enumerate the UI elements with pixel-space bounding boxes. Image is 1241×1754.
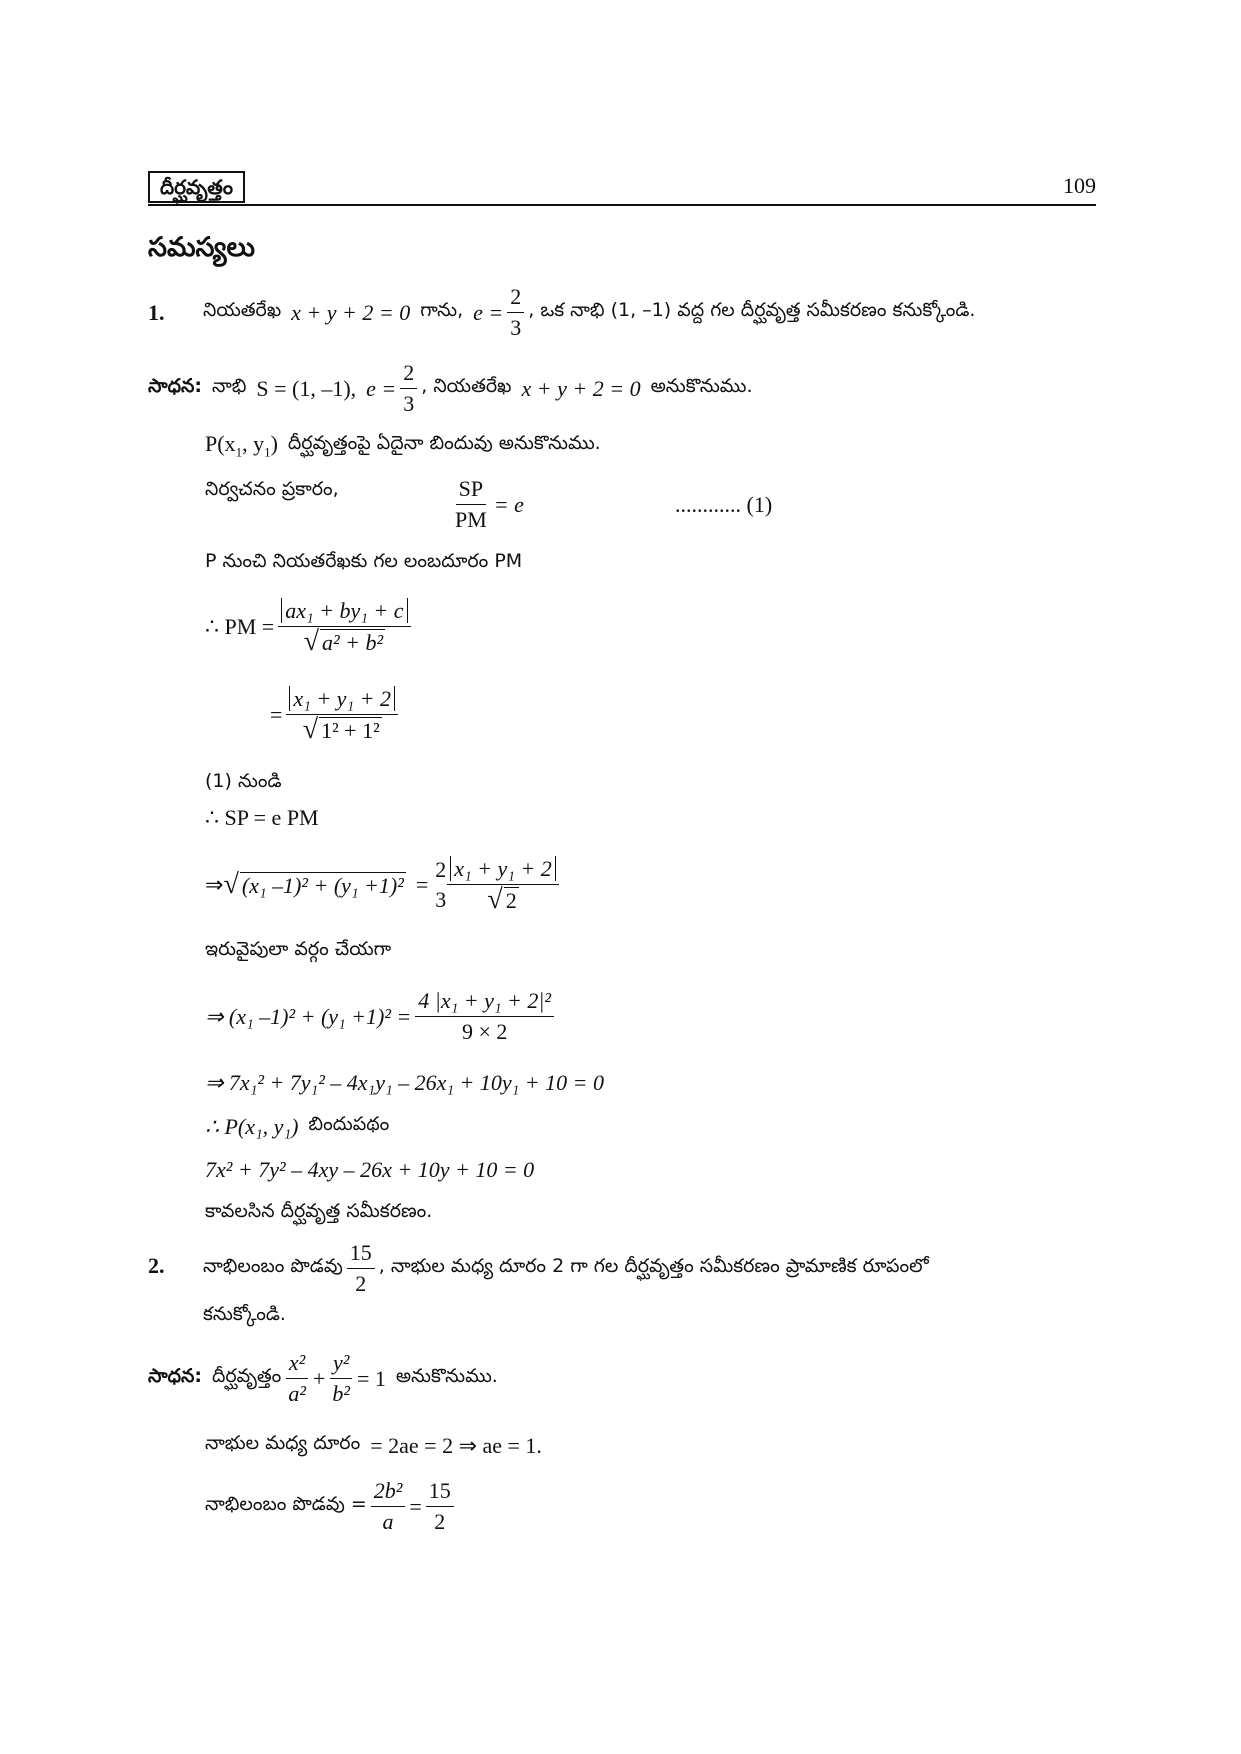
- solution-1-eq-ref: [675, 492, 772, 518]
- solution-1-pm-substituted: [270, 686, 402, 744]
- s1-eq4-fraction: [415, 988, 554, 1045]
- solution-1-expanded-eq: [205, 1070, 604, 1096]
- s1-final-text: కావలసిన దీర్ఘవృత్త సమీకరణం.: [205, 1200, 433, 1222]
- solution-1-pm-formula: [205, 598, 415, 656]
- s1-pm2-lhs: =: [270, 702, 283, 727]
- s1-e-num: 2: [400, 360, 417, 389]
- s1-point-text: దీర్ఘవృత్తంపై ఏదైనా బిందువు అనుకొనుము.: [287, 432, 601, 455]
- solution-1-sp-eq: [205, 805, 319, 831]
- s1-pm-den-wrap: √ a² + b²: [303, 626, 384, 657]
- q1-directrix-eq: x + y + 2 = 0: [291, 299, 411, 325]
- solution-1-definition: [205, 478, 339, 505]
- s1-dir-text-2: అనుకొనుము.: [650, 375, 753, 397]
- q1-text-c: , ఒక నాభి (1, –1) వద్ద గల దీర్ఘవృత్త సమీకరణం కనుక్కోండి.: [528, 299, 976, 321]
- s1-def-num: SP: [456, 476, 486, 505]
- s2-lr-fraction-1: [371, 1478, 406, 1535]
- s1-eq3-rad: (x₁ –1)² + (y₁ +1)²: [241, 872, 404, 898]
- s1-eq4-num: 4 |x₁ + y₁ + 2|²: [415, 988, 554, 1017]
- s1-eq3-den-wrap: √ 2: [487, 884, 517, 915]
- s1-pm-num-wrap: [278, 598, 410, 627]
- s1-def-den: PM: [455, 507, 487, 532]
- s1-pm2-den: 1² + 1²: [321, 718, 380, 743]
- solution-label: సాధన:: [148, 375, 202, 397]
- question-2-line-1: [203, 1240, 929, 1297]
- s2-lr-den: a: [382, 1509, 394, 1534]
- q2-text-b: , నాభుల మధ్య దూరం 2 గా గల దీర్ఘవృత్తం సమీకరణం ప్రామాణిక రూపంలో: [378, 1255, 929, 1277]
- q1-e-num: 2: [507, 284, 524, 313]
- solution-1-squared-eq: [205, 988, 558, 1045]
- s1-focus-eq: S = (1, –1),: [256, 375, 357, 401]
- s1-pm-num: ax₁ + by₁ + c: [281, 598, 407, 623]
- question-1-text: [203, 284, 975, 341]
- s1-eq3-lhs: ⇒: [205, 872, 224, 897]
- s1-eq4-lhs: ⇒ (x₁ –1)² + (y₁ +1)² =: [205, 1003, 412, 1029]
- q2-lr-fraction: [347, 1240, 375, 1297]
- s1-eq3-eq: =: [415, 872, 429, 897]
- s2-x-fraction: [285, 1350, 309, 1407]
- solution-1-line-1: [148, 360, 753, 417]
- s2-x-num: x²: [286, 1350, 308, 1379]
- s1-eq5: ⇒ 7x₁² + 7y₁² – 4x₁y₁ – 26x₁ + 10y₁ + 10 = 0: [205, 1070, 604, 1095]
- s1-eq3-c-den: 3: [435, 887, 447, 912]
- s1-point-c: ): [270, 431, 278, 456]
- q2-lr-den: 2: [355, 1271, 367, 1296]
- chapter-title: దీర్ఘవృత్తం: [148, 171, 245, 203]
- s1-eq3-fraction: [447, 856, 559, 914]
- q1-text-a: నియతరేఖ: [203, 299, 282, 321]
- s1-point: $P(x_1$, $y_1$): [205, 431, 278, 460]
- s2-y-num: y²: [330, 1350, 352, 1379]
- solution-1-perp-line: [205, 550, 522, 577]
- page-number: 109: [1063, 173, 1096, 198]
- s1-eq6: 7x² + 7y² – 4xy – 26x + 10y + 10 = 0: [205, 1157, 535, 1182]
- s1-eq3-den: 2: [505, 888, 517, 913]
- s2-lr-fraction-2: [426, 1478, 454, 1535]
- solution-1-final-eq: [205, 1157, 534, 1183]
- s1-def-rhs: = e: [493, 491, 524, 517]
- page-header: [148, 171, 1096, 206]
- s1-eq3-c-num: 2: [435, 857, 447, 882]
- s1-locus-point: ∴ P(x₁, y₁): [205, 1113, 299, 1139]
- s1-def-ref: ............ (1): [675, 492, 773, 517]
- s1-pm2-den-wrap: √ 1² + 1²: [302, 714, 380, 745]
- solution-1-from-1: [205, 770, 282, 797]
- s1-pm-fraction: [278, 598, 410, 656]
- s1-e-lhs: e =: [366, 375, 397, 401]
- s2-y-den: b²: [332, 1381, 350, 1406]
- s1-from1: (1) నుండి: [205, 770, 282, 792]
- solution-1-locus-line: [205, 1113, 389, 1140]
- solution-2-latus-rectum: [205, 1478, 458, 1535]
- s1-dir-text: , నియతరేఖ: [421, 375, 512, 397]
- solution-2-focal-distance: [205, 1432, 542, 1459]
- sqrt-symbol: √: [223, 869, 239, 900]
- s1-pm2-num-wrap: [286, 686, 398, 715]
- s1-pm2-fraction: [286, 686, 398, 744]
- s2-ell-text-2: అనుకొనుము.: [395, 1365, 498, 1387]
- s1-def-fraction: [452, 476, 490, 533]
- s2-x-den: a²: [288, 1381, 306, 1406]
- s2-lr-den2: 2: [434, 1509, 446, 1534]
- s2-lr-text: నాభిలంబం పొడవు =: [205, 1493, 367, 1515]
- solution-1-distance-eq: [205, 856, 563, 914]
- s2-eq-one: = 1: [356, 1365, 386, 1391]
- s1-eq3-num-wrap: [447, 856, 559, 885]
- s1-point-b: , y: [242, 431, 265, 456]
- s1-def-text: నిర్వచనం ప్రకారం,: [205, 478, 339, 500]
- solution-2-label: సాధన:: [148, 1365, 202, 1387]
- q2-text-a: నాభిలంబం పొడవు: [203, 1255, 343, 1277]
- q1-e-den: 3: [510, 315, 522, 340]
- solution-1-definition-eq: [448, 476, 524, 533]
- s1-point-a: P(x: [205, 431, 236, 456]
- question-number-2: 2.: [148, 1253, 165, 1278]
- s1-dir-eq: x + y + 2 = 0: [521, 375, 641, 401]
- s2-lr-eq: =: [409, 1493, 422, 1519]
- solution-1-final-text: [205, 1200, 432, 1227]
- s2-dist-text: నాభుల మధ్య దూరం: [205, 1432, 361, 1454]
- s1-e-fraction: [400, 360, 417, 417]
- s1-eq3-num: x₁ + y₁ + 2: [450, 856, 556, 881]
- s1-eq4-den: 9 × 2: [461, 1019, 508, 1044]
- q1-e-lhs: e =: [473, 299, 504, 325]
- solution-2-line-1: [148, 1350, 498, 1407]
- s1-pm-den: a² + b²: [322, 630, 384, 655]
- s1-perp-text: P నుంచి నియతరేఖకు గల లంబదూరం PM: [205, 550, 523, 572]
- q1-e-fraction: [507, 284, 524, 341]
- s1-focus-text: నాభి: [211, 375, 247, 397]
- s1-pm2-num: x₁ + y₁ + 2: [289, 686, 395, 711]
- section-title: సమస్యలు: [148, 232, 256, 263]
- solution-1-square-text: [205, 938, 391, 965]
- s2-y-fraction: [329, 1350, 353, 1407]
- s1-sp-eq: ∴ SP = e PM: [205, 805, 319, 830]
- s2-ell-text: దీర్ఘవృత్తం: [211, 1365, 282, 1387]
- q1-text-b: గాను,: [420, 299, 464, 321]
- s1-square-text: ఇరువైపులా వర్గం చేయగా: [205, 938, 392, 960]
- s2-lr-num2: 15: [426, 1478, 454, 1507]
- question-2-line-2: [203, 1303, 286, 1330]
- s2-lr-num: 2b²: [371, 1478, 406, 1507]
- s2-plus: +: [312, 1365, 326, 1391]
- q2-text-c: కనుక్కోండి.: [203, 1303, 286, 1325]
- s2-dist-eq: = 2ae = 2 ⇒ ae = 1.: [370, 1432, 542, 1458]
- s1-locus-text: బిందుపథం: [308, 1113, 390, 1135]
- s1-e-den: 3: [403, 391, 415, 416]
- s1-pm-lhs: ∴ PM =: [205, 614, 275, 639]
- solution-1-point-line: [205, 431, 601, 460]
- question-number-1: 1.: [148, 300, 165, 325]
- q2-lr-num: 15: [347, 1240, 375, 1269]
